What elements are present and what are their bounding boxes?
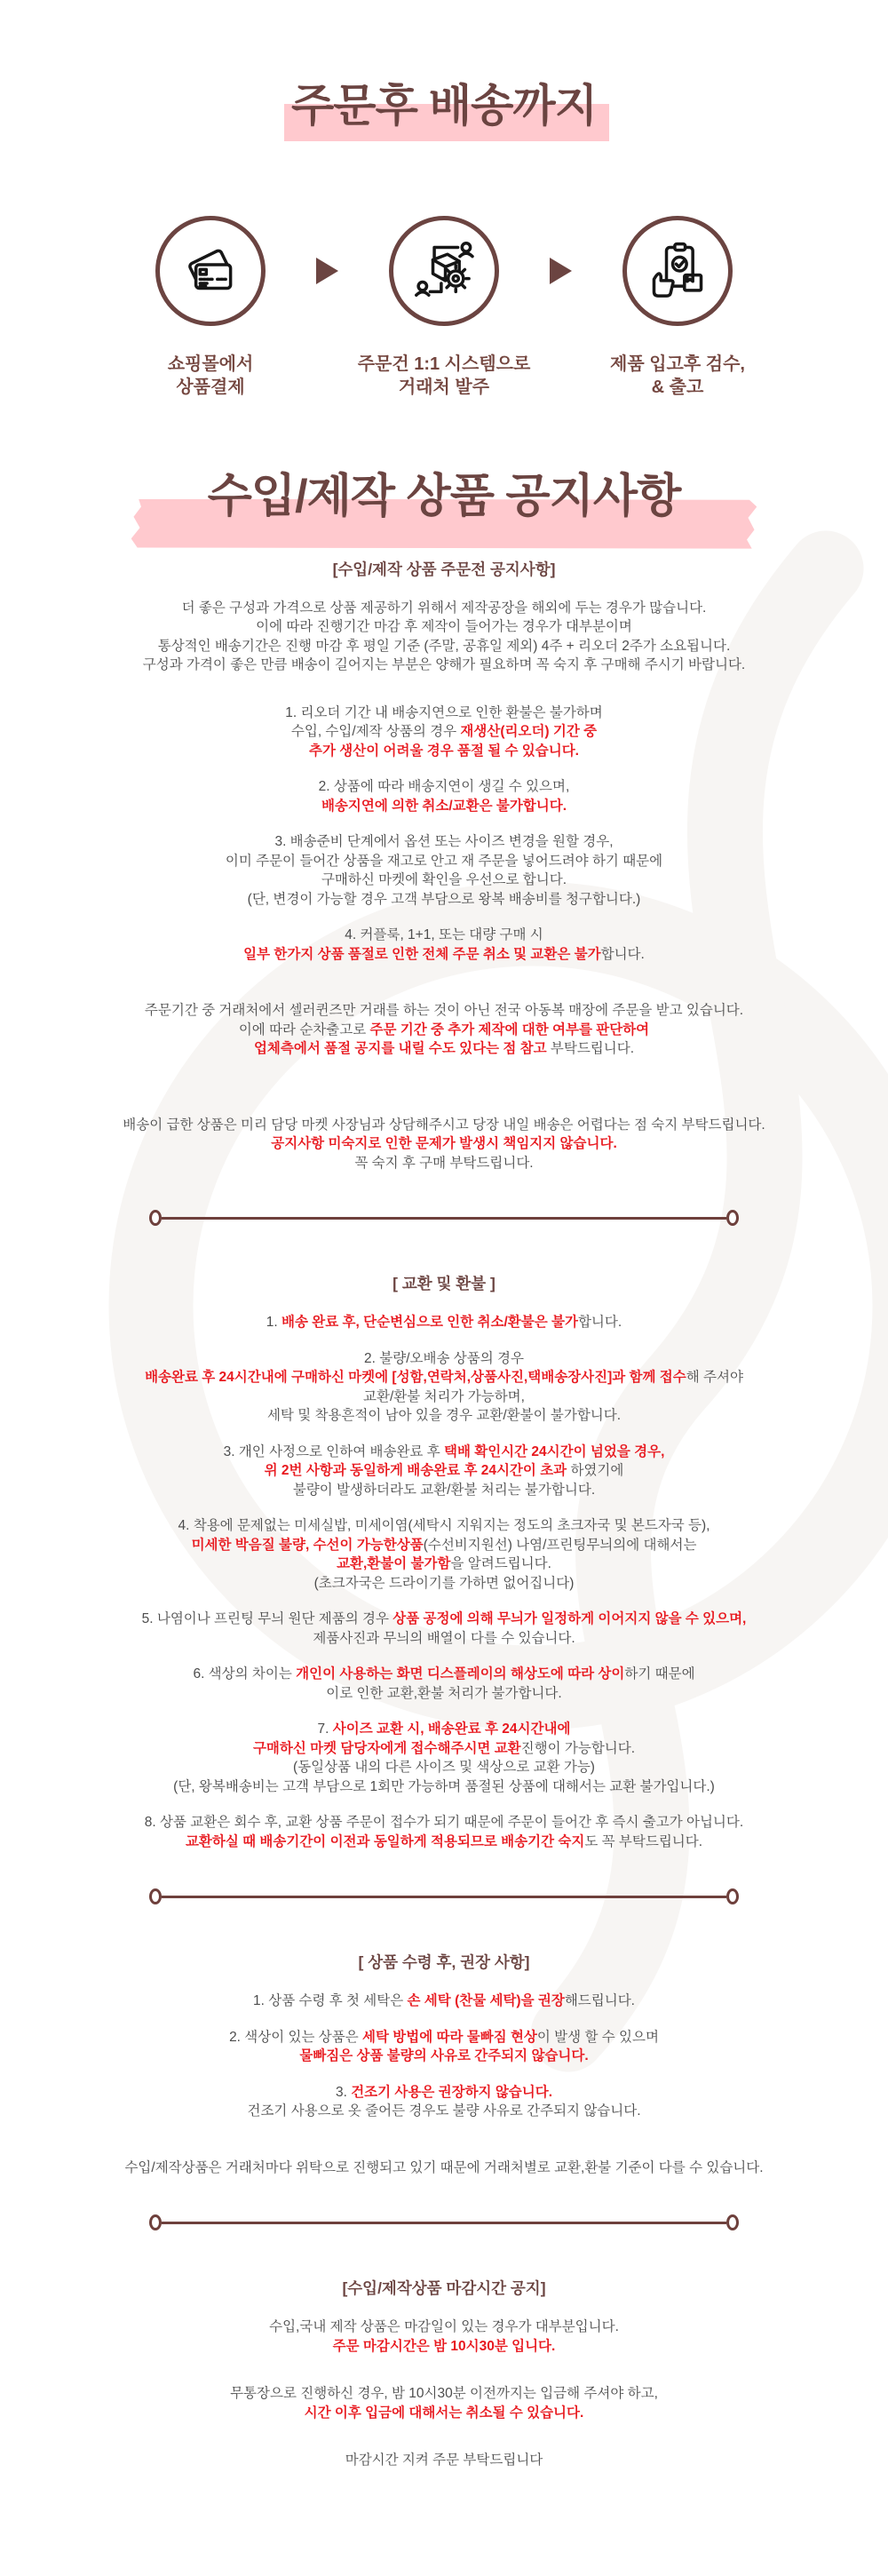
notice-text: 수입/제작상품은 거래처마다 위탁으로 진행되고 있기 때문에 거래처별로 교환,환불 기준이 다를 수 있습니다. <box>124 2159 764 2175</box>
notice-text: 구매하신 마켓에 확인을 우선으로 합니다. <box>321 872 567 887</box>
notice-section <box>31 560 857 1173</box>
notice-line <box>31 1777 857 1797</box>
notice-text: 수입, 수입/제작 상품의 경우 <box>290 724 461 739</box>
notice-text: 구성과 가격이 좋은 만큼 배송이 길어지는 부분은 양해가 필요하며 꼭 숙지 후 구매해 주시기 바랍니다. <box>142 657 746 672</box>
notice-line <box>31 1833 857 1852</box>
notice-line <box>31 1313 857 1332</box>
notice-line <box>31 1739 857 1759</box>
notice-text: 2. 상품에 따라 배송지연이 생길 수 있으며, <box>318 779 570 794</box>
notice-text-emphasis: 추가 생산이 어려울 경우 품절 될 수 있습니다. <box>309 743 579 759</box>
notice-line <box>31 1684 857 1704</box>
notice-text: 이미 주문이 들어간 상품을 재고로 안고 재 주문을 넣어드려야 하기 때문에 <box>225 853 663 869</box>
notice-text-emphasis: 교환,환불이 불가함 <box>337 1556 451 1571</box>
notice-section <box>31 2278 857 2470</box>
notice-text: 1. 상품 수령 후 첫 세탁은 <box>253 1993 408 2008</box>
notice-block <box>31 926 857 964</box>
step-circle <box>155 216 266 326</box>
notice-text-emphasis: 재생산(리오더) 기간 중 <box>460 724 598 739</box>
notice-text: 6. 색상의 차이는 <box>193 1666 297 1682</box>
section-header: [ 교환 및 환불 ] <box>392 1275 496 1292</box>
notice-text: (초크자국은 드라이기를 가하면 없어집니다) <box>313 1575 575 1591</box>
notice-line <box>31 1001 857 1021</box>
notice-text: 7. <box>317 1721 333 1737</box>
notice-text-emphasis: 구매하신 마켓 담당자에게 접수해주시면 교환 <box>252 1740 521 1756</box>
divider-line <box>162 1896 726 1898</box>
notice-line <box>31 1349 857 1369</box>
notice-line <box>31 2102 857 2121</box>
notice-line <box>31 1039 857 1059</box>
step-payment <box>105 216 316 399</box>
notice-text-emphasis: 세탁 방법에 따라 물빠짐 현상 <box>362 2029 537 2045</box>
notice-text: 건조기 사용으로 옷 줄어든 경우도 불량 사유로 간주되지 않습니다. <box>247 2103 641 2119</box>
notice-text-emphasis: 배송완료 후 24시간내에 구매하신 마켓에 [성함,연락처,상품사진,택배송장사진]과 함께 접수 <box>145 1370 686 1385</box>
notice-text: 3. 개인 사정으로 인하여 배송완료 후 <box>223 1443 444 1459</box>
section-header: [수입/제작상품 마감시간 공지] <box>342 2279 546 2297</box>
notice-text: 도 꼭 부탁드립니다. <box>584 1833 703 1849</box>
notice-text: 3. 배송준비 단계에서 옵션 또는 사이즈 변경을 원할 경우, <box>274 834 614 849</box>
notice-block <box>31 832 857 909</box>
notice-line <box>31 1720 857 1739</box>
divider-ring-right <box>726 1210 739 1226</box>
notice-line <box>31 2451 857 2470</box>
step-label: 쇼핑몰에서 상품결제 <box>167 354 254 397</box>
notice-text: 하기 때문에 <box>624 1666 695 1682</box>
notice-text-emphasis: 미세한 박음질 불량, 수선이 가능한상품 <box>191 1537 424 1553</box>
step-label: 제품 입고후 검수, & 출고 <box>610 354 745 397</box>
credit-card-icon <box>176 236 245 306</box>
notice-text: 교환/환불 처리가 가능하며, <box>363 1388 525 1404</box>
divider-ring-right <box>726 1888 739 1904</box>
notice-text-emphasis: 손 세탁 (찬물 세탁)을 권장 <box>407 1993 565 2008</box>
notice-line <box>31 1154 857 1173</box>
notice-line <box>31 1992 857 2011</box>
notice-block <box>31 1116 857 1173</box>
notice-line <box>31 852 857 871</box>
notice-line <box>31 722 857 742</box>
notice-block <box>31 777 857 815</box>
notice-line <box>31 2047 857 2066</box>
notice-block <box>31 1516 857 1593</box>
step-circle <box>389 216 499 326</box>
notice-line <box>31 637 857 656</box>
notice-line <box>31 1516 857 1536</box>
notice-line <box>31 871 857 890</box>
notice-text: 1. <box>266 1315 282 1330</box>
notice-block <box>31 599 857 675</box>
notice-line <box>31 1481 857 1500</box>
notice-line <box>31 2404 857 2423</box>
right-arrow-icon <box>550 258 572 284</box>
notice-line <box>31 742 857 761</box>
notice-text-emphasis: 개인이 사용하는 화면 디스플레이의 해상도에 따라 상이 <box>296 1666 625 1682</box>
notice-block <box>31 1349 857 1426</box>
notice-line <box>31 797 857 816</box>
notice-text: 2. 불량/오배송 상품의 경우 <box>364 1350 524 1366</box>
notice-title: 수입/제작 상품 공지사항 <box>208 468 681 526</box>
notice-text-emphasis: 배송지연에 의한 취소/교환은 불가합니다. <box>321 798 567 814</box>
notice-text: 하였기에 <box>570 1463 624 1478</box>
notice-line <box>31 1387 857 1407</box>
notice-line <box>31 704 857 723</box>
notice-text: 제품사진과 무늬의 배열이 다를 수 있습니다. <box>313 1630 575 1646</box>
notice-text: 합니다. <box>600 946 645 962</box>
divider-line <box>162 2222 726 2224</box>
notice-block <box>31 1001 857 1059</box>
notice-text: (동일상품 내의 다른 사이즈 및 색상으로 교환 가능) <box>293 1760 595 1775</box>
section-divider <box>149 1888 739 1904</box>
notice-text: 수입,국내 제작 상품은 마감일이 있는 경우가 대부분입니다. <box>269 2319 619 2334</box>
notice-text: 합니다. <box>577 1315 622 1330</box>
notice-line <box>31 2028 857 2047</box>
notice-line <box>31 832 857 852</box>
notice-line <box>31 1134 857 1154</box>
notice-text: 주문기간 중 거래처에서 셀러퀸즈만 거래를 하는 것이 아닌 전국 아동복 매장에 주문을 받고 있습니다. <box>144 1003 744 1018</box>
notice-block <box>31 1992 857 2011</box>
notice-block <box>31 1813 857 1851</box>
notice-section <box>31 1952 857 2177</box>
notice-text: 부탁드립니다. <box>550 1041 635 1056</box>
notice-line <box>31 1574 857 1594</box>
notice-line <box>31 2159 857 2178</box>
notice-line <box>31 945 857 965</box>
notice-text: 해드립니다. <box>564 1993 635 2008</box>
notice-text-emphasis: 주문 기간 중 추가 제작에 대한 여부를 판단하여 <box>369 1022 650 1038</box>
step-label: 주문건 1:1 시스템으로 거래처 발주 <box>357 354 531 397</box>
notice-text: 을 알려드립니다. <box>450 1556 551 1571</box>
section-divider <box>149 2214 739 2230</box>
inspection-shipping-icon <box>643 236 712 306</box>
notice-line <box>31 1554 857 1574</box>
notice-text-emphasis: 공지사항 미숙지로 인한 문제가 발생시 책임지지 않습니다. <box>271 1136 617 1151</box>
notice-line <box>31 1406 857 1426</box>
notice-block <box>31 1665 857 1703</box>
notice-line <box>31 2384 857 2404</box>
notice-block <box>31 2028 857 2066</box>
notice-line <box>31 1116 857 1135</box>
notice-text-emphasis: 일부 한가지 상품 품절로 인한 전체 주문 취소 및 교환은 불가 <box>243 946 601 962</box>
notice-line <box>31 1813 857 1833</box>
notice-text-emphasis: 택배 확인시간 24시간이 넘었을 경우, <box>443 1443 665 1459</box>
divider-ring-left <box>149 1210 162 1226</box>
right-arrow-icon <box>316 258 338 284</box>
notice-text: 통상적인 배송기간은 진행 마감 후 평일 기준 (주말, 공휴일 제외) 4주 + 리오더 2주가 소요됩니다. <box>157 638 731 654</box>
notice-line <box>31 890 857 910</box>
notice-line <box>31 2318 857 2337</box>
notice-line <box>31 1665 857 1684</box>
divider-ring-right <box>726 2214 739 2230</box>
notice-block <box>31 1610 857 1648</box>
notice-text: 더 좋은 구성과 가격으로 상품 제공하기 위해서 제작공장을 해외에 두는 경우가 많습니다. <box>181 600 707 616</box>
notice-text: 3. <box>335 2084 352 2100</box>
notice-text: 이에 따라 순차출고로 <box>238 1022 370 1038</box>
notice-text-emphasis: 물빠짐은 상품 불량의 사유로 간주되지 않습니다. <box>299 2048 589 2063</box>
notice-line <box>31 2337 857 2357</box>
step-inspection-shipping <box>572 216 783 399</box>
notice-line <box>31 656 857 675</box>
notice-text-emphasis: 위 2번 사항과 동일하게 배송완료 후 24시간이 초과 <box>264 1463 571 1478</box>
notice-text: 무통장으로 진행하신 경우, 밤 10시30분 이전까지는 입금해 주셔야 하고, <box>230 2386 658 2401</box>
section-header: [ 상품 수령 후, 권장 사항] <box>358 1953 530 1971</box>
notice-line <box>31 2083 857 2103</box>
notice-block <box>31 1443 857 1500</box>
order-process-steps <box>0 216 888 399</box>
notice-block <box>31 1313 857 1332</box>
notice-line <box>31 617 857 637</box>
notice-text: (단, 변경이 가능할 경우 고객 부담으로 왕복 배송비를 청구합니다.) <box>247 891 641 907</box>
notice-text: 이에 따라 진행기간 마감 후 제작이 들어가는 경우가 대부분이며 <box>256 619 632 634</box>
divider-ring-left <box>149 1888 162 1904</box>
notice-text-emphasis: 업체측에서 품절 공지를 내릴 수도 있다는 점 참고 <box>253 1041 551 1056</box>
notice-text: 이로 인한 교환,환불 처리가 불가합니다. <box>326 1685 562 1701</box>
divider-line <box>162 1217 726 1220</box>
notice-line <box>31 1536 857 1555</box>
notice-text: 진행이 가능합니다. <box>520 1740 636 1756</box>
notice-block <box>31 2083 857 2121</box>
notice-line <box>31 1368 857 1387</box>
notice-line <box>31 926 857 945</box>
notice-text: 8. 상품 교환은 회수 후, 교환 상품 주문이 접수가 되기 때문에 주문이 들어간 후 즉시 출고가 아닙니다. <box>144 1815 744 1830</box>
notice-text: (단, 왕복배송비는 고객 부담으로 1회만 가능하며 품절된 상품에 대해서는 교환 불가입니다.) <box>173 1778 715 1794</box>
notice-text-emphasis: 주문 마감시간은 밤 10시30분 입니다. <box>332 2338 556 2354</box>
notice-block <box>31 2159 857 2178</box>
order-system-icon <box>409 236 479 306</box>
notice-text: 2. 색상이 있는 상품은 <box>229 2029 362 2045</box>
notice-text: 5. 나염이나 프린팅 무늬 원단 제품의 경우 <box>141 1611 393 1626</box>
section-header: [수입/제작 상품 주문전 공지사항] <box>332 560 556 578</box>
notice-block <box>31 2318 857 2356</box>
section-divider <box>149 1210 739 1226</box>
notice-text: 4. 커플룩, 1+1, 또는 대량 구매 시 <box>345 927 543 942</box>
step-order-system <box>338 216 550 399</box>
notice-line <box>31 1461 857 1481</box>
notice-text-emphasis: 시간 이후 입금에 대해서는 취소될 수 있습니다. <box>304 2405 584 2421</box>
notice-line <box>31 1443 857 1462</box>
notice-text: 세탁 및 착용흔적이 남아 있을 경우 교환/환불이 불가합니다. <box>266 1408 622 1423</box>
notice-text-emphasis: 건조기 사용은 권장하지 않습니다. <box>351 2084 553 2100</box>
divider-ring-left <box>149 2214 162 2230</box>
notice-sections <box>31 560 857 2470</box>
notice-text: 이 발생 할 수 있으며 <box>536 2029 659 2045</box>
notice-text: 꼭 숙지 후 구매 부탁드립니다. <box>354 1155 534 1171</box>
notice-text-emphasis: 교환하실 때 배송기간이 이전과 동일하게 적용되므로 배송기간 숙지 <box>185 1833 585 1849</box>
step-circle <box>622 216 733 326</box>
notice-line <box>31 1758 857 1777</box>
notice-text-emphasis: 배송 완료 후, 단순변심으로 인한 취소/환불은 불가 <box>281 1315 578 1330</box>
notice-line <box>31 599 857 618</box>
notice-text-emphasis: 상품 공정에 의해 무늬가 일정하게 이어지지 않을 수 있으며, <box>392 1611 747 1626</box>
notice-text: 배송이 급한 상품은 미리 담당 마켓 사장님과 상담해주시고 당장 내일 배송은 어렵다는 점 숙지 부탁드립니다. <box>123 1117 765 1133</box>
notice-text-emphasis: 사이즈 교환 시, 배송완료 후 24시간내에 <box>332 1721 571 1737</box>
notice-line <box>31 1021 857 1040</box>
notice-block <box>31 1720 857 1796</box>
notice-text: (수선비지원선) 나염/프린팅무늬의에 대해서는 <box>423 1537 697 1553</box>
page-title-delivery: 주문후 배송까지 <box>291 78 597 134</box>
notice-block <box>31 2451 857 2470</box>
notice-text: 1. 리오더 기간 내 배송지연으로 인한 환불은 불가하며 <box>285 704 603 720</box>
notice-line <box>31 777 857 797</box>
notice-line <box>31 1610 857 1629</box>
notice-section <box>31 1274 857 1851</box>
notice-block <box>31 704 857 761</box>
notice-line <box>31 1629 857 1649</box>
notice-text: 해 주셔야 <box>686 1370 743 1385</box>
notice-block <box>31 2384 857 2422</box>
notice-text: 불량이 발생하더라도 교환/환불 처리는 불가합니다. <box>292 1482 596 1498</box>
notice-text: 4. 착용에 문제없는 미세실밥, 미세이염(세탁시 지워지는 정도의 초크자국 및 본드자국 등), <box>178 1518 710 1533</box>
notice-text: 마감시간 지켜 주문 부탁드립니다 <box>345 2453 543 2468</box>
